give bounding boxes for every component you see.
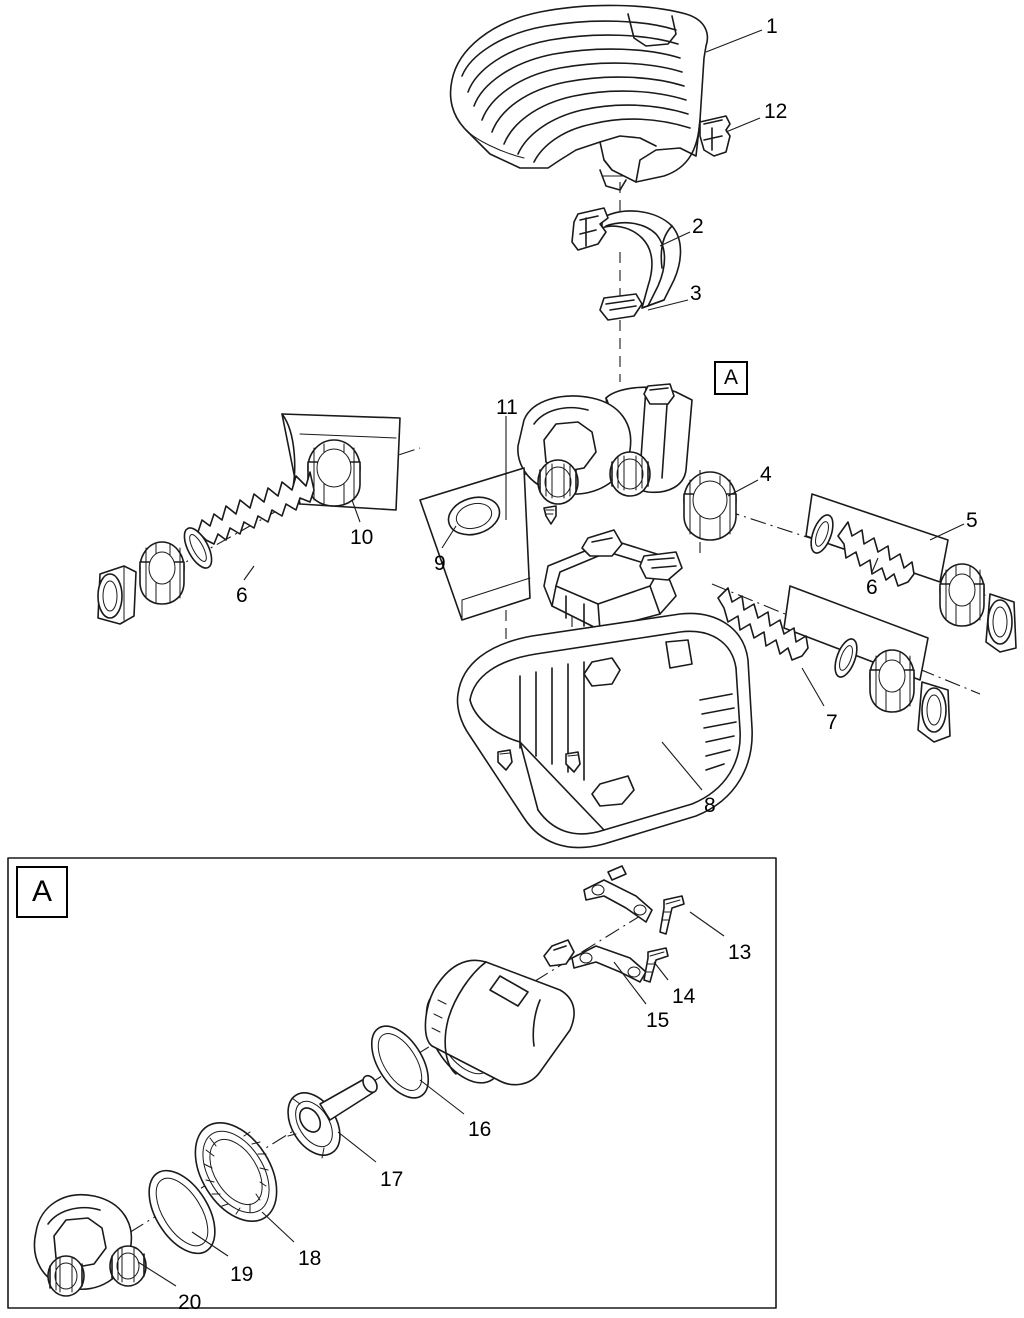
- callout-1: 1: [766, 15, 778, 38]
- callout-8: 8: [704, 794, 716, 817]
- callout-15: 15: [646, 1009, 670, 1032]
- part-mount-bracket: [544, 530, 682, 630]
- callout-7: 7: [826, 711, 838, 734]
- part-1-top-cover: [451, 5, 708, 190]
- callout-14: 14: [672, 985, 696, 1008]
- callout-9: 9: [434, 552, 446, 575]
- part-2-shroud: [602, 211, 681, 308]
- part-11-screw: [544, 506, 556, 524]
- detail-marker-a-main: A: [714, 361, 748, 395]
- detail-motor-body: [411, 940, 574, 1096]
- callout-6-right: 6: [866, 576, 878, 599]
- detail-A-content: [34, 866, 724, 1296]
- part-6-left-hose-set: [98, 440, 360, 624]
- callout-10: 10: [350, 526, 374, 549]
- callout-4: 4: [760, 463, 772, 486]
- callout-3: 3: [690, 282, 702, 305]
- callout-18: 18: [298, 1247, 322, 1270]
- callout-12: 12: [764, 100, 788, 123]
- callout-17: 17: [380, 1168, 404, 1191]
- callout-11: 11: [496, 396, 518, 419]
- callout-5: 5: [966, 509, 978, 532]
- callout-2: 2: [692, 215, 704, 238]
- part-3-clip: [600, 294, 642, 320]
- callout-16: 16: [468, 1118, 492, 1141]
- callout-20: 20: [178, 1291, 202, 1314]
- callout-6-left: 6: [236, 584, 248, 607]
- callout-13: 13: [728, 941, 752, 964]
- part-12-clip: [700, 116, 730, 156]
- detail-panel-marker-a: A: [16, 866, 68, 918]
- part-4-outlet-nut: [684, 472, 736, 540]
- callout-19: 19: [230, 1263, 254, 1286]
- part-9-plate: [420, 468, 530, 620]
- part-A-pump-assembly: [518, 384, 692, 504]
- part-2-bracket: [572, 208, 608, 250]
